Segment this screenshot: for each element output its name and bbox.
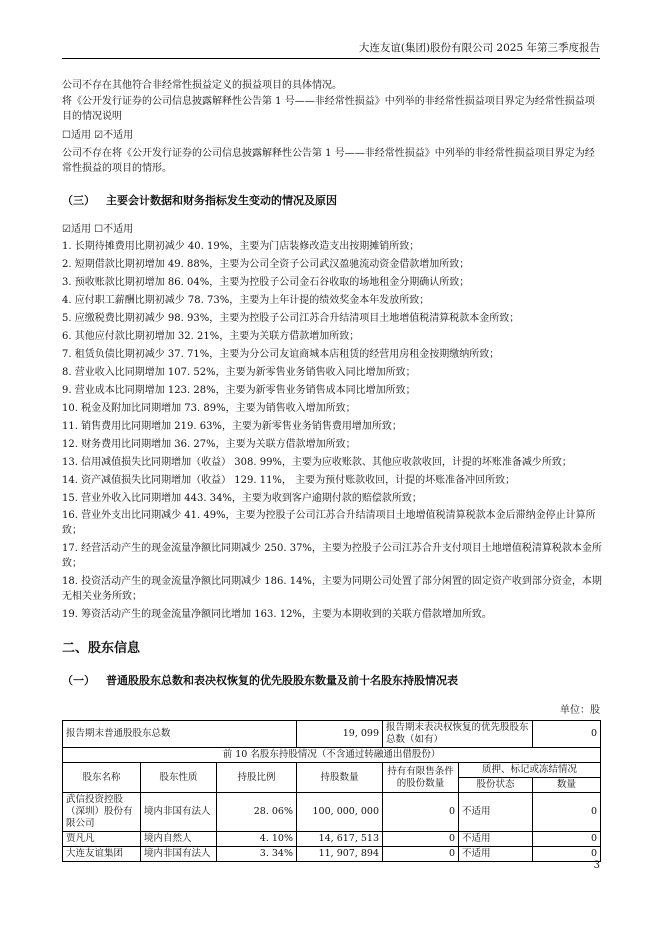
intro-paragraph-2: 将《公开发行证券的公司信息披露解释性公告第 1 号——非经常性损益》中列举的非经常性损益项目界定为经常性损益项目的情况说明 — [62, 96, 595, 122]
section-3-checkbox: ☑适用 ☐不适用 — [62, 224, 134, 235]
preferred-holders-label: 报告期末表决权恢复的优先股股东总数（如有） — [383, 721, 533, 748]
cell-status: 不适用 — [459, 847, 533, 862]
table-row — [63, 721, 601, 748]
cell-restricted: 0 — [383, 847, 459, 862]
cell-ratio: 3. 34% — [217, 847, 297, 862]
list-item: 18. 投资活动产生的现金流量净额比同期减少 186. 14%，主要为同期公司处置了部分闲置的固定资产收到部分资金，本期无相关业务所致； — [62, 576, 602, 602]
header-qty: 持股数量 — [297, 763, 383, 793]
cell-restricted: 0 — [383, 832, 459, 847]
part-2-title: 二、股东信息 — [62, 641, 141, 656]
list-item: 2. 短期借款比期初增加 49. 88%，主要为公司全资子公司武汉盈驰流动资金借款增加所致； — [62, 259, 470, 270]
header-nature: 股东性质 — [141, 763, 217, 793]
cell-ratio: 28. 06% — [217, 793, 297, 832]
list-item: 10. 税金及附加比同期增加 73. 89%，主要为销售收入增加所致； — [62, 403, 356, 414]
total-holders-value: 19, 099 — [297, 721, 383, 748]
cell-name: 武信投资控股（深圳）股份有限公司 — [63, 793, 141, 832]
unit-label: 单位：股 — [560, 705, 600, 716]
shareholder-table — [62, 720, 601, 862]
list-item: 5. 应缴税费比期初减少 98. 93%，主要为控股子公司江苏合升结清项目土地增值税清算税款本金所致； — [62, 313, 520, 324]
header-status: 股份状态 — [459, 778, 533, 793]
cell-amount: 0 — [533, 793, 601, 832]
cell-name: 大连友谊集团 — [63, 847, 141, 862]
subsection-1-title: 普通股股东总数和表决权恢复的优先股股东数量及前十名股东持股情况表 — [106, 674, 458, 687]
cell-amount: 0 — [533, 832, 601, 847]
list-item: 6. 其他应付款比期初增加 32. 21%，主要为关联方借款增加所致； — [62, 331, 360, 342]
header-amount: 数量 — [533, 778, 601, 793]
intro-paragraph-3: 公司不存在将《公开发行证券的公司信息披露解释性公告第 1 号——非经常性损益》中列举的非经常性损益项目界定为经常性损益的项目的情形。 — [62, 148, 595, 174]
cell-nature: 境内自然人 — [141, 832, 217, 847]
cell-status: 不适用 — [459, 793, 533, 832]
intro-checkbox: ☐适用 ☑不适用 — [62, 130, 134, 141]
header-name: 股东名称 — [63, 763, 141, 793]
header-restricted: 持有有限售条件的股份数量 — [383, 763, 459, 793]
cell-ratio: 4. 10% — [217, 832, 297, 847]
page-number: 3 — [593, 860, 600, 871]
cell-qty: 11, 907, 894 — [297, 847, 383, 862]
list-item: 1. 长期待摊费用比期初减少 40. 19%，主要为门店装修改造支出按期摊销所致； — [62, 241, 420, 252]
intro-paragraph-1: 公司不存在其他符合非经常性损益定义的损益项目的具体情况。 — [62, 80, 342, 91]
table-header-row — [63, 763, 601, 778]
cell-amount: 0 — [533, 847, 601, 862]
table-row — [63, 748, 601, 763]
cell-name: 贾凡凡 — [63, 832, 141, 847]
table-row — [63, 832, 601, 847]
table-row — [63, 793, 601, 832]
list-item: 17. 经营活动产生的现金流量净额比同期减少 250. 37%，主要为控股子公司江苏合升支付项目土地增值税清算税款本金所致； — [62, 543, 602, 569]
list-item: 16. 营业外支出比同期减少 41. 49%，主要为控股子公司江苏合升结清项目土地增值税清算税款本金后滞纳金停止计算所致； — [62, 510, 596, 536]
section-3-number: （三） — [62, 194, 95, 207]
list-item: 9. 营业成本比同期增加 123. 28%，主要为新零售业务销售成本同比增加所致； — [62, 385, 416, 396]
table-row — [63, 847, 601, 862]
section-3-heading — [62, 193, 337, 209]
list-item: 4. 应付职工薪酬比期初减少 78. 73%，主要为上年计提的绩效奖金本年发放所致； — [62, 295, 430, 306]
page-header: 大连友谊(集团)股份有限公司 2025 年第三季度报告 — [62, 38, 600, 59]
list-item: 12. 财务费用比同期增加 36. 27%，主要为关联方借款增加所致； — [62, 439, 356, 450]
cell-nature: 境内非国有法人 — [141, 847, 217, 862]
header-ratio: 持股比例 — [217, 763, 297, 793]
subsection-1-number: （一） — [62, 674, 95, 687]
list-item: 8. 营业收入比同期增加 107. 52%，主要为新零售业务销售收入同比增加所致； — [62, 367, 416, 378]
top10-subtitle: 前 10 名股东持股情况（不含通过转融通出借股份） — [63, 748, 601, 763]
list-item: 14. 资产减值损失比同期增加（收益） 129. 11%， 主要为预付账款收回，计提的坏账准备冲回所致； — [62, 475, 516, 486]
header-pledge-group: 质押、标记或冻结情况 — [459, 763, 601, 778]
cell-nature: 境内非国有法人 — [141, 793, 217, 832]
cell-qty: 100, 000, 000 — [297, 793, 383, 832]
list-item: 15. 营业外收入比同期增加 443. 34%，主要为收到客户逾期付款的赔偿款所致； — [62, 493, 422, 504]
list-item: 11. 销售费用比同期增加 219. 63%，主要为新零售业务销售费用增加所致； — [62, 421, 402, 432]
preferred-holders-value: 0 — [533, 721, 601, 748]
subsection-1-heading — [62, 673, 458, 689]
list-item: 19. 筹资活动产生的现金流量净额同比增加 163. 12%，主要为本期收到的关联方借款增加所致。 — [62, 609, 492, 620]
list-item: 7. 租赁负债比期初减少 37. 71%，主要为分公司友谊商城本店租赁的经营用房租金按期缴纳所致； — [62, 349, 500, 360]
cell-qty: 14, 617, 513 — [297, 832, 383, 847]
list-item: 13. 信用减值损失比同期增加（收益） 308. 99%，主要为应收账款、其他应收款收回，计提的坏账准备减少所致； — [62, 457, 572, 468]
section-3-title: 主要会计数据和财务指标发生变动的情况及原因 — [106, 194, 337, 207]
cell-status: 不适用 — [459, 832, 533, 847]
cell-restricted: 0 — [383, 793, 459, 832]
total-holders-label: 报告期末普通股股东总数 — [63, 721, 297, 748]
list-item: 3. 预收账款比期初增加 86. 04%，主要为控股子公司金石谷收取的场地租金分期确认所致； — [62, 277, 470, 288]
